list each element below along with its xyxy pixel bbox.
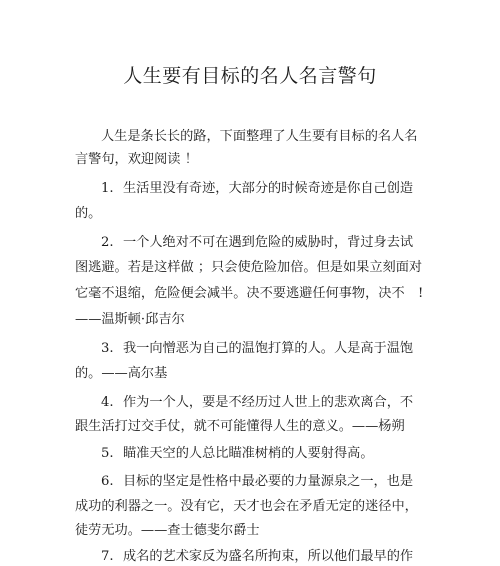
quote-item-5-first-line xyxy=(101,445,374,463)
quote-text: 我一向憎恶为自己的温饱打算的人。人是高于温饱 xyxy=(123,341,414,356)
quote-text: 生活里没有奇迹，大部分的时候奇迹是你自己创造 xyxy=(123,181,414,196)
page-title: 人生要有目标的名人名言警句 xyxy=(123,65,377,87)
intro-line-1: 人生是条长长的路，下面整理了人生要有目标的名人名 xyxy=(101,129,418,144)
quote-text: 瞄准天空的人总比瞄准树梢的人要射得高。 xyxy=(123,446,374,461)
quote-number: 3. xyxy=(101,341,114,356)
quote-item-2-trailing-mark: ! xyxy=(418,286,424,301)
quote-item-4-line-2: 跟生活打过交手仗，就不可能懂得人生的意义。——杨朔 xyxy=(75,419,405,434)
quote-number: 2. xyxy=(101,235,114,250)
quote-item-2-line-3: 它毫不退缩，危险便会减半。决不要逃避任何事物，决不 xyxy=(75,286,405,301)
quote-number: 4. xyxy=(101,395,114,410)
quote-item-7-first-line xyxy=(101,548,413,566)
quote-number: 7. xyxy=(101,549,114,564)
quote-item-4-first-line xyxy=(101,394,413,412)
quote-item-3-line-2: 的。——高尔基 xyxy=(75,366,168,381)
quote-item-6-line-3: 徒劳无功。——查士德斐尔爵士 xyxy=(75,523,260,538)
quote-item-2-line-2: 图逃避。若是这样做 ；只会使危险加倍。但是如果立刻面对 xyxy=(75,260,423,275)
quote-number: 1. xyxy=(101,181,114,196)
quote-text: 目标的坚定是性格中最必要的力量源泉之一，也是 xyxy=(123,474,414,489)
quote-item-2-line-4: ——温斯顿·邱吉尔 xyxy=(75,312,185,327)
quote-item-6-line-2: 成功的利器之一。没有它，天才也会在矛盾无定的迷径中， xyxy=(75,499,418,514)
quote-text: 成名的艺术家反为盛名所拘束，所以他们最早的作 xyxy=(123,549,414,564)
intro-line-2: 言警句，欢迎阅读 ！ xyxy=(75,152,198,167)
quote-item-6-first-line xyxy=(101,473,413,491)
quote-item-3-first-line xyxy=(101,340,413,358)
quote-text: 一个人绝对不可在遇到危险的威胁时，背过身去试 xyxy=(123,235,414,250)
quote-text: 作为一个人，要是不经历过人世上的悲欢离合，不 xyxy=(123,395,414,410)
quote-number: 5. xyxy=(101,446,114,461)
quote-item-1-first-line xyxy=(101,180,413,198)
quote-item-1-line-2: 的。 xyxy=(75,206,102,221)
quote-item-2-first-line xyxy=(101,234,413,252)
quote-number: 6. xyxy=(101,474,114,489)
